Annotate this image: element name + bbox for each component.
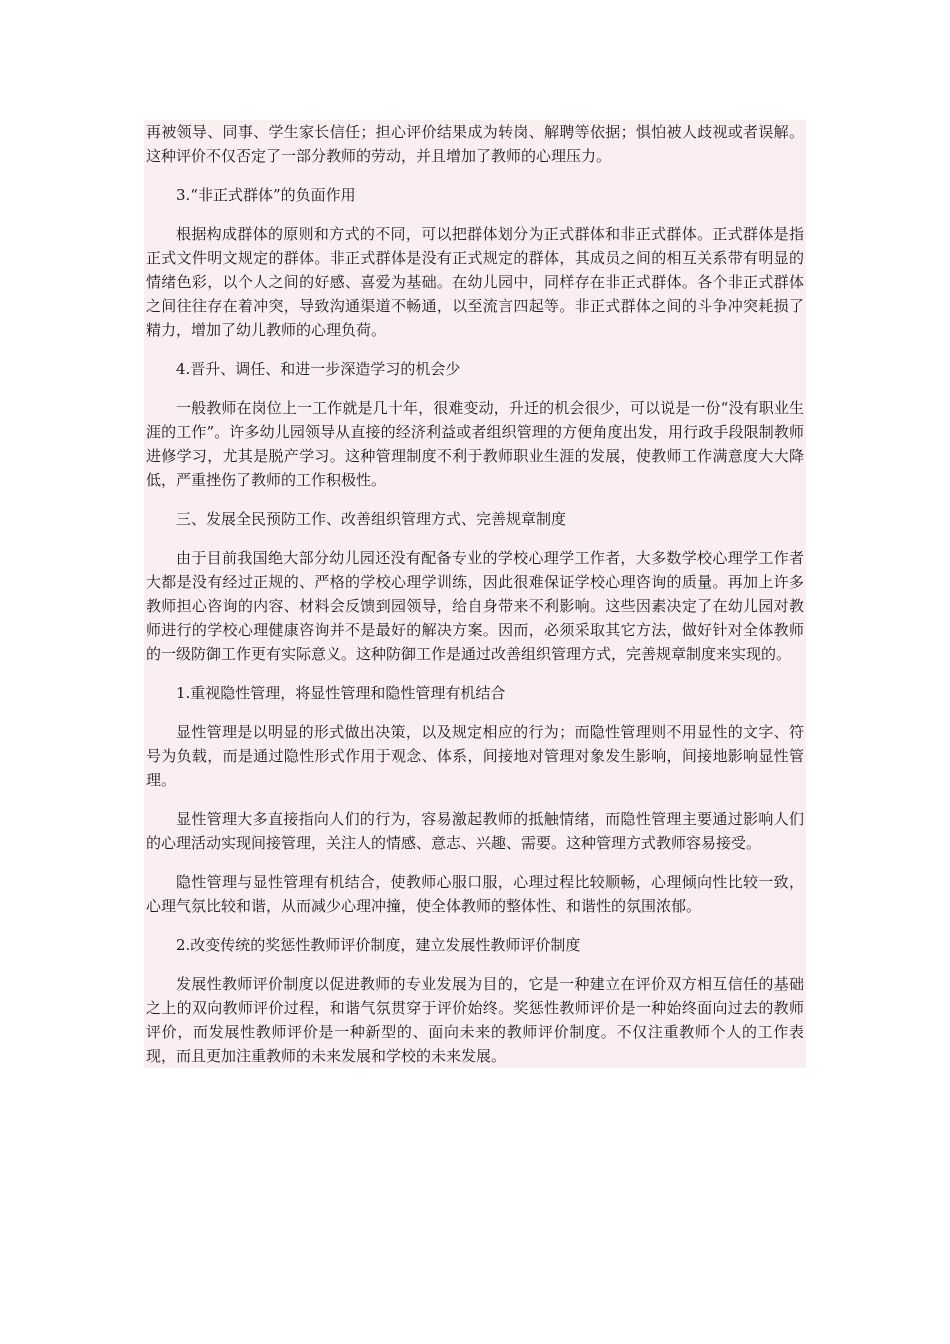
paragraph-explicit-management-effects: 显性管理大多直接指向人们的行为，容易激起教师的抵触情绪，而隐性管理主要通过影响人们的心理活动实现间接管理，关注人的情感、意志、兴趣、需要。这种管理方式教师容易接受。 bbox=[146, 810, 804, 852]
paragraph-informal-groups: 根据构成群体的原则和方式的不同，可以把群体划分为正式群体和非正式群体。正式群体是指正式文件明文规定的群体。非正式群体是没有正式规定的群体，其成员之间的相互关系带有明显的情绪色彩，以个人之间的好感、喜爱为基础。在幼儿园中，同样存在非正式群体。各个非正式群体之间往往存在着冲突，导致沟通渠道不畅通，以至流言四起等。非正式群体之间的斗争冲突耗损了精力，增加了幼儿教师的心理负荷。 bbox=[146, 225, 804, 339]
paragraph-promotion-opportunities: 一般教师在岗位上一工作就是几十年，很难变动，升迁的机会很少，可以说是一份“没有职业生涯的工作”。许多幼儿园领导从直接的经济利益或者组织管理的方便角度出发，用行政手段限制教师进修学习，尤其是脱产学习。这种管理制度不利于教师职业生涯的发展，使教师工作满意度大大降低，严重挫伤了教师的工作积极性。 bbox=[146, 399, 804, 489]
paragraph-combined-management: 隐性管理与显性管理有机结合，使教师心服口服，心理过程比较顺畅，心理倾向性比较一致，心理气氛比较和谐，从而减少心理冲撞，使全体教师的整体性、和谐性的氛围浓郁。 bbox=[146, 873, 804, 915]
paragraph-explicit-implicit-definition: 显性管理是以明显的形式做出决策，以及规定相应的行为；而隐性管理则不用显性的文字、符号为负载，而是通过隐性形式作用于观念、体系，间接地对管理对象发生影响，间接地影响显性管理。 bbox=[146, 723, 804, 789]
section-heading-three: 三、发展全民预防工作、改善组织管理方式、完善规章制度 bbox=[176, 510, 567, 528]
document-body bbox=[144, 120, 806, 1068]
heading-implicit-management: 1.重视隐性管理，将显性管理和隐性管理有机结合 bbox=[176, 684, 506, 702]
paragraph-prevention-work: 由于目前我国绝大部分幼儿园还没有配备专业的学校心理学工作者，大多数学校心理学工作者大都是没有经过正规的、严格的学校心理学训练，因此很难保证学校心理咨询的质量。再加上许多教师担心咨询的内容、材料会反馈到园领导，给自身带来不利影响。这些因素决定了在幼儿园对教师进行的学校心理健康咨询并不是最好的解决方案。因而，必须采取其它方法，做好针对全体教师的一级防御工作更有实际意义。这种防御工作是通过改善组织管理方式，完善规章制度来实现的。 bbox=[146, 549, 804, 663]
heading-evaluation-system: 2.改变传统的奖惩性教师评价制度，建立发展性教师评价制度 bbox=[176, 936, 581, 954]
heading-promotion-opportunities: 4.晋升、调任、和进一步深造学习的机会少 bbox=[176, 360, 461, 378]
paragraph-evaluation-pressure: 再被领导、同事、学生家长信任；担心评价结果成为转岗、解聘等依据；惧怕被人歧视或者误解。这种评价不仅否定了一部分教师的劳动，并且增加了教师的心理压力。 bbox=[146, 123, 804, 165]
paragraph-developmental-evaluation: 发展性教师评价制度以促进教师的专业发展为目的，它是一种建立在评价双方相互信任的基础之上的双向教师评价过程，和谐气氛贯穿于评价始终。奖惩性教师评价是一种始终面向过去的教师评价，而发展性教师评价是一种新型的、面向未来的教师评价制度。不仅注重教师个人的工作表现，而且更加注重教师的未来发展和学校的未来发展。 bbox=[146, 975, 804, 1065]
heading-informal-groups: 3.“非正式群体”的负面作用 bbox=[176, 186, 356, 204]
